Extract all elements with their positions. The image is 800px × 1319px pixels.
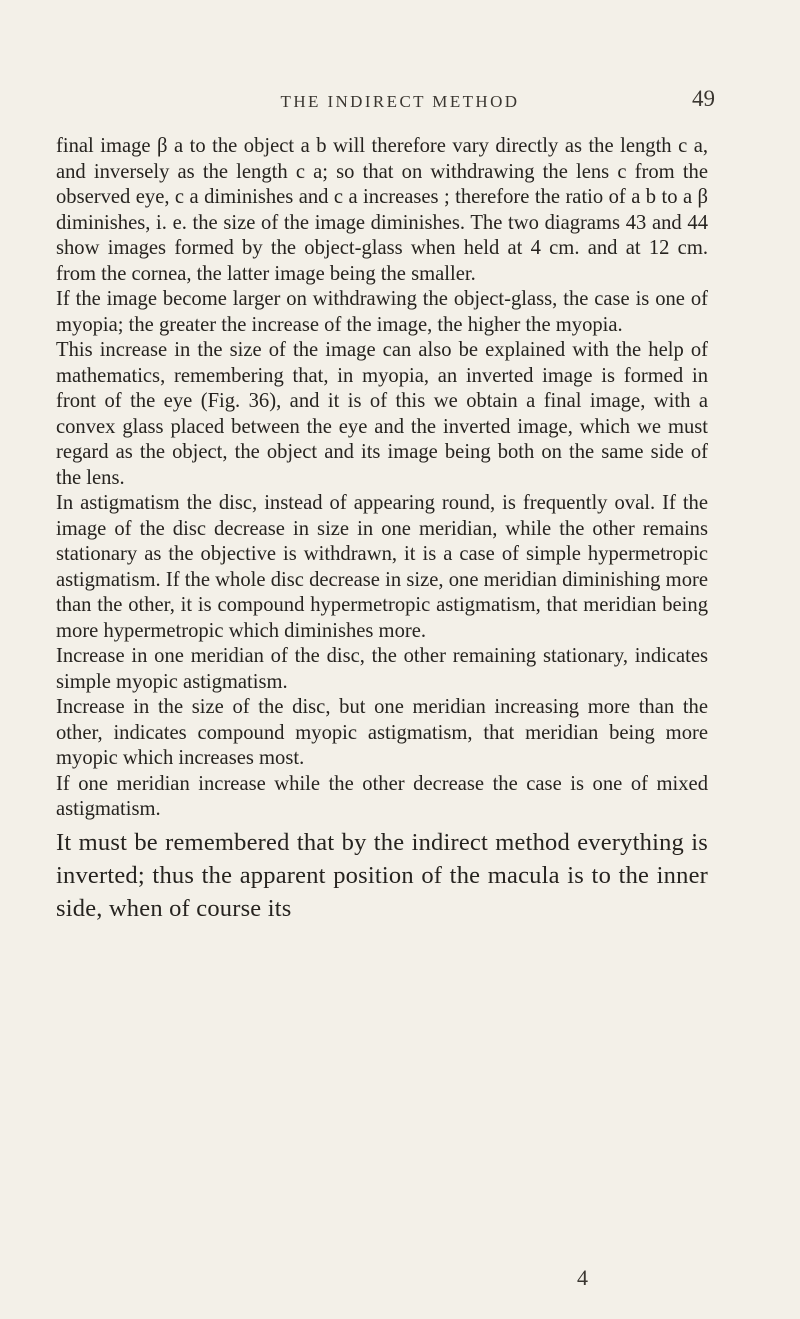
body-text	[56, 134, 708, 925]
paragraph-inverted: It must be remembered that by the indirect method everything is inverted; thus the apparent position of the macula is to the inner side, when of course its	[56, 828, 708, 922]
paragraph-compound-myopic: Increase in the size of the disc, but one meridian increasing more than the other, indicates compound myopic astigmatism, that meridian being more myopic which increases most.	[56, 696, 708, 769]
paragraph-simple-myopic: Increase in one meridian of the disc, the other remaining stationary, indicates simple myopic astigmatism.	[56, 645, 708, 693]
paragraph-image-ratio: final image β a to the object a b will therefore vary directly as the length c a, and inversely as the length c a; so that on withdrawing the lens c from the observed eye, c a diminishes and c a increases ; therefore the ratio of a b to a β diminishes, i. e. the size of the image diminishes. The two diagrams 43 and 44 show images formed by the object-glass when held at 4 cm. and at 12 cm. from the cornea, the latter image being the smaller.	[56, 135, 708, 285]
running-head	[0, 86, 800, 120]
running-title: THE INDIRECT METHOD	[280, 92, 520, 111]
page-number: 49	[692, 86, 715, 111]
paragraph-mathematics: This increase in the size of the image can also be explained with the help of mathematics, remembering that, in myopia, an inverted image is formed in front of the eye (Fig. 36), and it is of this we obtain a final image, with a convex glass placed between the eye and the inverted image, which we must regard as the object, the object and its image being both on the same side of the lens.	[56, 339, 708, 489]
paragraph-mixed: If one meridian increase while the other decrease the case is one of mixed astigmatism.	[56, 772, 708, 820]
paragraph-astigmatism: In astigmatism the disc, instead of appearing round, is frequently oval. If the image of the disc decrease in size in one meridian, while the other remains stationary as the objective is withdrawn, it is a case of simple hypermetropic astigmatism. If the whole disc decrease in size, one meridian diminishing more than the other, it is compound hypermetropic astigmatism, that meridian being more hypermetropic which diminishes more.	[56, 492, 708, 642]
signature-mark: 4	[577, 1265, 588, 1290]
paragraph-myopia: If the image become larger on withdrawing the object-glass, the case is one of myopia; the greater the increase of the image, the higher the myopia.	[56, 288, 708, 336]
